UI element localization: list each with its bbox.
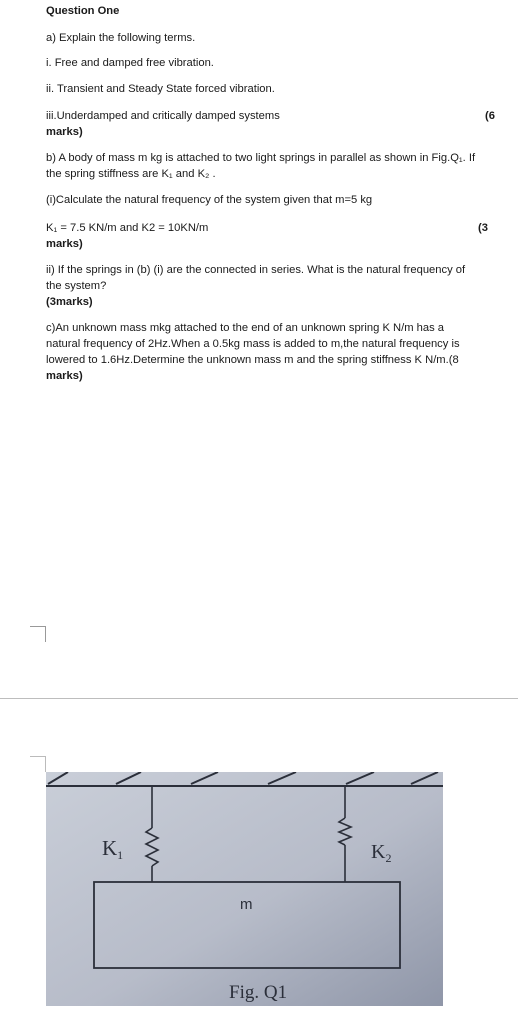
label-mass: m — [240, 896, 253, 913]
part-b-i: (i)Calculate the natural frequency of the system given that m=5 kg — [46, 194, 373, 206]
figure-q1 — [46, 772, 443, 1006]
part-a-intro: a) Explain the following terms. — [46, 32, 196, 44]
part-a-item-ii: ii. Transient and Steady State forced vibration. — [46, 83, 275, 95]
margin-corner-mark-page-2 — [30, 756, 46, 772]
part-b-line-2: the spring stiffness are K₁ and K₂ . — [46, 168, 216, 180]
label-k1: K1 — [102, 836, 124, 862]
margin-corner-mark — [30, 626, 46, 642]
part-a-marks-open: (6 — [485, 110, 495, 122]
part-b-line-1: b) A body of mass m kg is attached to two light springs in parallel as shown in Fig.Q₁. If — [46, 152, 476, 164]
figure-caption: Fig. Q1 — [229, 982, 288, 1003]
spring-mass-diagram — [46, 772, 443, 1006]
part-a-marks-close: marks) — [46, 126, 83, 138]
part-c-line-4: marks) — [46, 370, 83, 382]
part-c-line-3: lowered to 1.6Hz.Determine the unknown mass m and the spring stiffness K N/m.(8 — [46, 354, 459, 366]
part-c-line-2: natural frequency of 2Hz.When a 0.5kg mass is added to m,the natural frequency is — [46, 338, 460, 350]
part-b-i-values: K₁ = 7.5 KN/m and K2 = 10KN/m — [46, 222, 209, 234]
part-b-i-marks-close: marks) — [46, 238, 83, 250]
part-b-ii-line-2: the system? — [46, 280, 107, 292]
label-k2: $K_2$ — [371, 841, 392, 865]
part-b-i-marks-open: (3 — [478, 222, 488, 234]
part-a-item-i: i. Free and damped free vibration. — [46, 57, 214, 69]
page-break-divider — [0, 698, 518, 699]
part-c-line-1: c)An unknown mass mkg attached to the end of an unknown spring K N/m has a — [46, 322, 444, 334]
part-b-ii-line-1: ii) If the springs in (b) (i) are the connected in series. What is the natural frequency of — [46, 264, 466, 276]
question-heading: Question One — [46, 5, 120, 17]
photo-background — [46, 772, 443, 1006]
part-b-ii-marks: (3marks) — [46, 296, 93, 308]
part-a-item-iii: iii.Underdamped and critically damped systems — [46, 110, 280, 122]
